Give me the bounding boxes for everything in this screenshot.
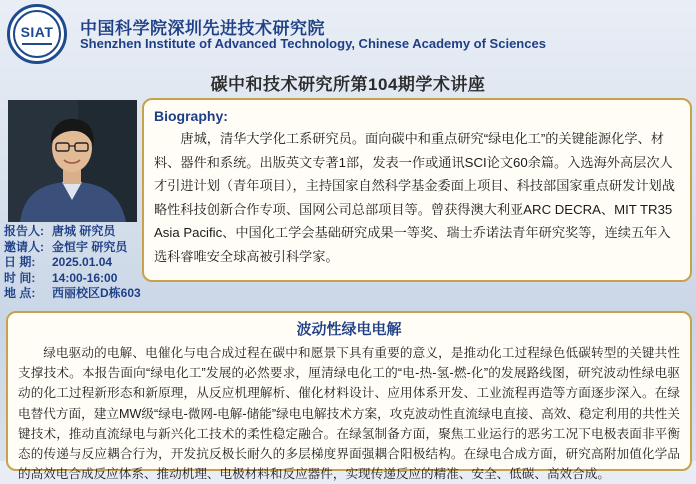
institute-name-cn: 中国科学院深圳先进技术研究院: [80, 19, 325, 38]
speaker-info: [4, 224, 154, 302]
speaker-portrait-image: [8, 100, 137, 222]
siat-logo: [7, 4, 67, 64]
reporter-row: [4, 224, 154, 240]
date-row: [4, 255, 154, 271]
time-label: 时 间:: [4, 270, 36, 285]
place-row: [4, 286, 154, 302]
date-value: 2025.01.04: [52, 255, 113, 269]
topic-abstract: 绿电驱动的电解、电催化与电合成过程在碳中和愿景下具有重要的意义，是推动化工过程绿色低碳转型的关键共性支撑技术。本报告面向“绿电化工”发展的必然要求，厘清绿电化工的“电-热-氢-燃-化”的发展路线图，研究波动性绿电驱动的化工过程新形态和新原理，从反应机理解析、催化材料设计、应用体系开发、工业流程再造等方面逐步深入。在绿电替代方面，建立MW级“绿电-微网-电解-储能”绿电电解技术方案，攻克波动性直流绿电直接、高效、稳定利用的共性关键技术，推动直流绿电与新兴化工技术的柔性稳定融合。在绿氢制备方面，聚焦工业运行的恶劣工况下电极表面非平衡态的传递与反应耦合行为，开发抗反极长耐久的多层梯度界面强耦合阳极结构。在绿电合成方面，研究高附加值化学品的高效电合成反应体系、推动机理、电极材料和反应器件，实现传递反应的精准、安全、低碳、高效合成。: [18, 346, 680, 482]
time-value: 14:00-16:00: [52, 270, 118, 285]
place-label: 地 点:: [4, 286, 36, 300]
inviter-value: 金恒宇 研究员: [52, 239, 128, 254]
topic-panel: [6, 311, 692, 482]
biography-label: Biography:: [154, 108, 228, 124]
logo-text: SIAT: [20, 24, 54, 40]
biography-panel: [142, 98, 692, 282]
reporter-value: 唐城 研究员: [52, 224, 116, 238]
time-row: [4, 271, 154, 287]
reporter-label: 报告人:: [4, 224, 44, 238]
inviter-label: 邀请人:: [4, 239, 44, 254]
header: [0, 0, 696, 62]
topic-title: 波动性绿电电解: [296, 321, 402, 338]
lecture-title: 碳中和技术研究所第104期学术讲座: [210, 75, 486, 94]
place-value: 西丽校区D栋603: [52, 286, 141, 300]
biography-text: 唐城，清华大学化工系研究员。面向碳中和重点研究“绿电化工”的关键能源化学、材料、器件和系统。出版英文专著1部，发表一作或通讯SCI论文60余篇。入选海外高层次人才引进计划（青年项目），主持国家自然科学基金委面上项目、科技部国家重点研发计划战略性科技创新合作专项、国网公司总部项目等。曾获得澳大利亚ARC DECRA、MIT TR35 Asia Pacific、中国化工学会基础研究成果一等奖、瑞士乔诺法青年研究奖等，连续五年入选科睿唯安全球高被引科学家。: [154, 131, 675, 264]
date-label: 日 期:: [4, 255, 36, 269]
institute-name-en: Shenzhen Institute of Advanced Technology, Chinese Academy of Sciences: [80, 36, 546, 51]
inviter-row: [4, 240, 154, 256]
logo-underline: [22, 43, 52, 49]
speaker-photo: [8, 100, 137, 222]
